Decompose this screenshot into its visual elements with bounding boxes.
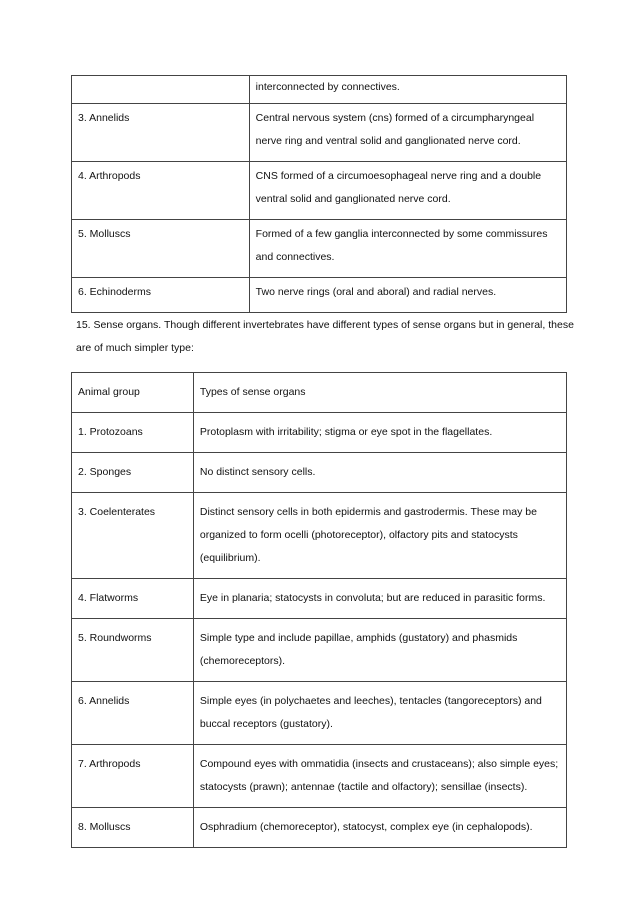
- animal-group-cell: 6. Echinoderms: [72, 278, 250, 313]
- description-cell: interconnected by connectives.: [249, 76, 566, 104]
- animal-group-cell: 8. Molluscs: [72, 808, 194, 848]
- animal-group-cell: 1. Protozoans: [72, 413, 194, 453]
- description-cell: Osphradium (chemoreceptor), statocyst, complex eye (in cephalopods).: [193, 808, 566, 848]
- description-cell: Eye in planaria; statocysts in convoluta; but are reduced in parasitic forms.: [193, 579, 566, 619]
- animal-group-cell: 4. Arthropods: [72, 162, 250, 220]
- description-cell: Protoplasm with irritability; stigma or eye spot in the flagellates.: [193, 413, 566, 453]
- table-row: [72, 493, 567, 579]
- description-cell: Simple eyes (in polychaetes and leeches), tentacles (tangoreceptors) and buccal receptors (gustatory).: [193, 682, 566, 745]
- description-cell: Simple type and include papillae, amphids (gustatory) and phasmids (chemoreceptors).: [193, 619, 566, 682]
- header-sense-organs: Types of sense organs: [193, 373, 566, 413]
- table-header-row: [72, 373, 567, 413]
- table-row: [72, 808, 567, 848]
- animal-group-cell: 5. Roundworms: [72, 619, 194, 682]
- description-cell: Two nerve rings (oral and aboral) and radial nerves.: [249, 278, 566, 313]
- table-row: [72, 745, 567, 808]
- table-row: [72, 162, 567, 220]
- table-row: [72, 413, 567, 453]
- animal-group-cell: 2. Sponges: [72, 453, 194, 493]
- animal-group-cell: 3. Annelids: [72, 104, 250, 162]
- description-cell: No distinct sensory cells.: [193, 453, 566, 493]
- description-cell: Compound eyes with ommatidia (insects and crustaceans); also simple eyes; statocysts (prawn); antennae (tactile and olfactory); sensillae (insects).: [193, 745, 566, 808]
- animal-group-cell: 3. Coelenterates: [72, 493, 194, 579]
- table-row: [72, 619, 567, 682]
- description-cell: Central nervous system (cns) formed of a circumpharyngeal nerve ring and ventral solid and ganglionated nerve cord.: [249, 104, 566, 162]
- animal-group-cell: [72, 76, 250, 104]
- description-cell: Formed of a few ganglia interconnected by some commissures and connectives.: [249, 220, 566, 278]
- table-row: [72, 104, 567, 162]
- animal-group-cell: 5. Molluscs: [72, 220, 250, 278]
- description-cell: CNS formed of a circumoesophageal nerve ring and a double ventral solid and ganglionated nerve cord.: [249, 162, 566, 220]
- sense-organs-table: [71, 372, 567, 848]
- table-row: [72, 453, 567, 493]
- header-animal-group: Animal group: [72, 373, 194, 413]
- table-row: [72, 220, 567, 278]
- animal-group-cell: 7. Arthropods: [72, 745, 194, 808]
- table-row: [72, 682, 567, 745]
- table-row: [72, 76, 567, 104]
- table-row: [72, 278, 567, 313]
- sense-organs-paragraph: 15. Sense organs. Though different invertebrates have different types of sense organs but in general, these are of much simpler type:: [76, 319, 574, 354]
- animal-group-cell: 4. Flatworms: [72, 579, 194, 619]
- animal-group-cell: 6. Annelids: [72, 682, 194, 745]
- description-cell: Distinct sensory cells in both epidermis and gastrodermis. These may be organized to form ocelli (photoreceptor), olfactory pits and statocysts (equilibrium).: [193, 493, 566, 579]
- table-row: [72, 579, 567, 619]
- nervous-system-table: [71, 75, 567, 313]
